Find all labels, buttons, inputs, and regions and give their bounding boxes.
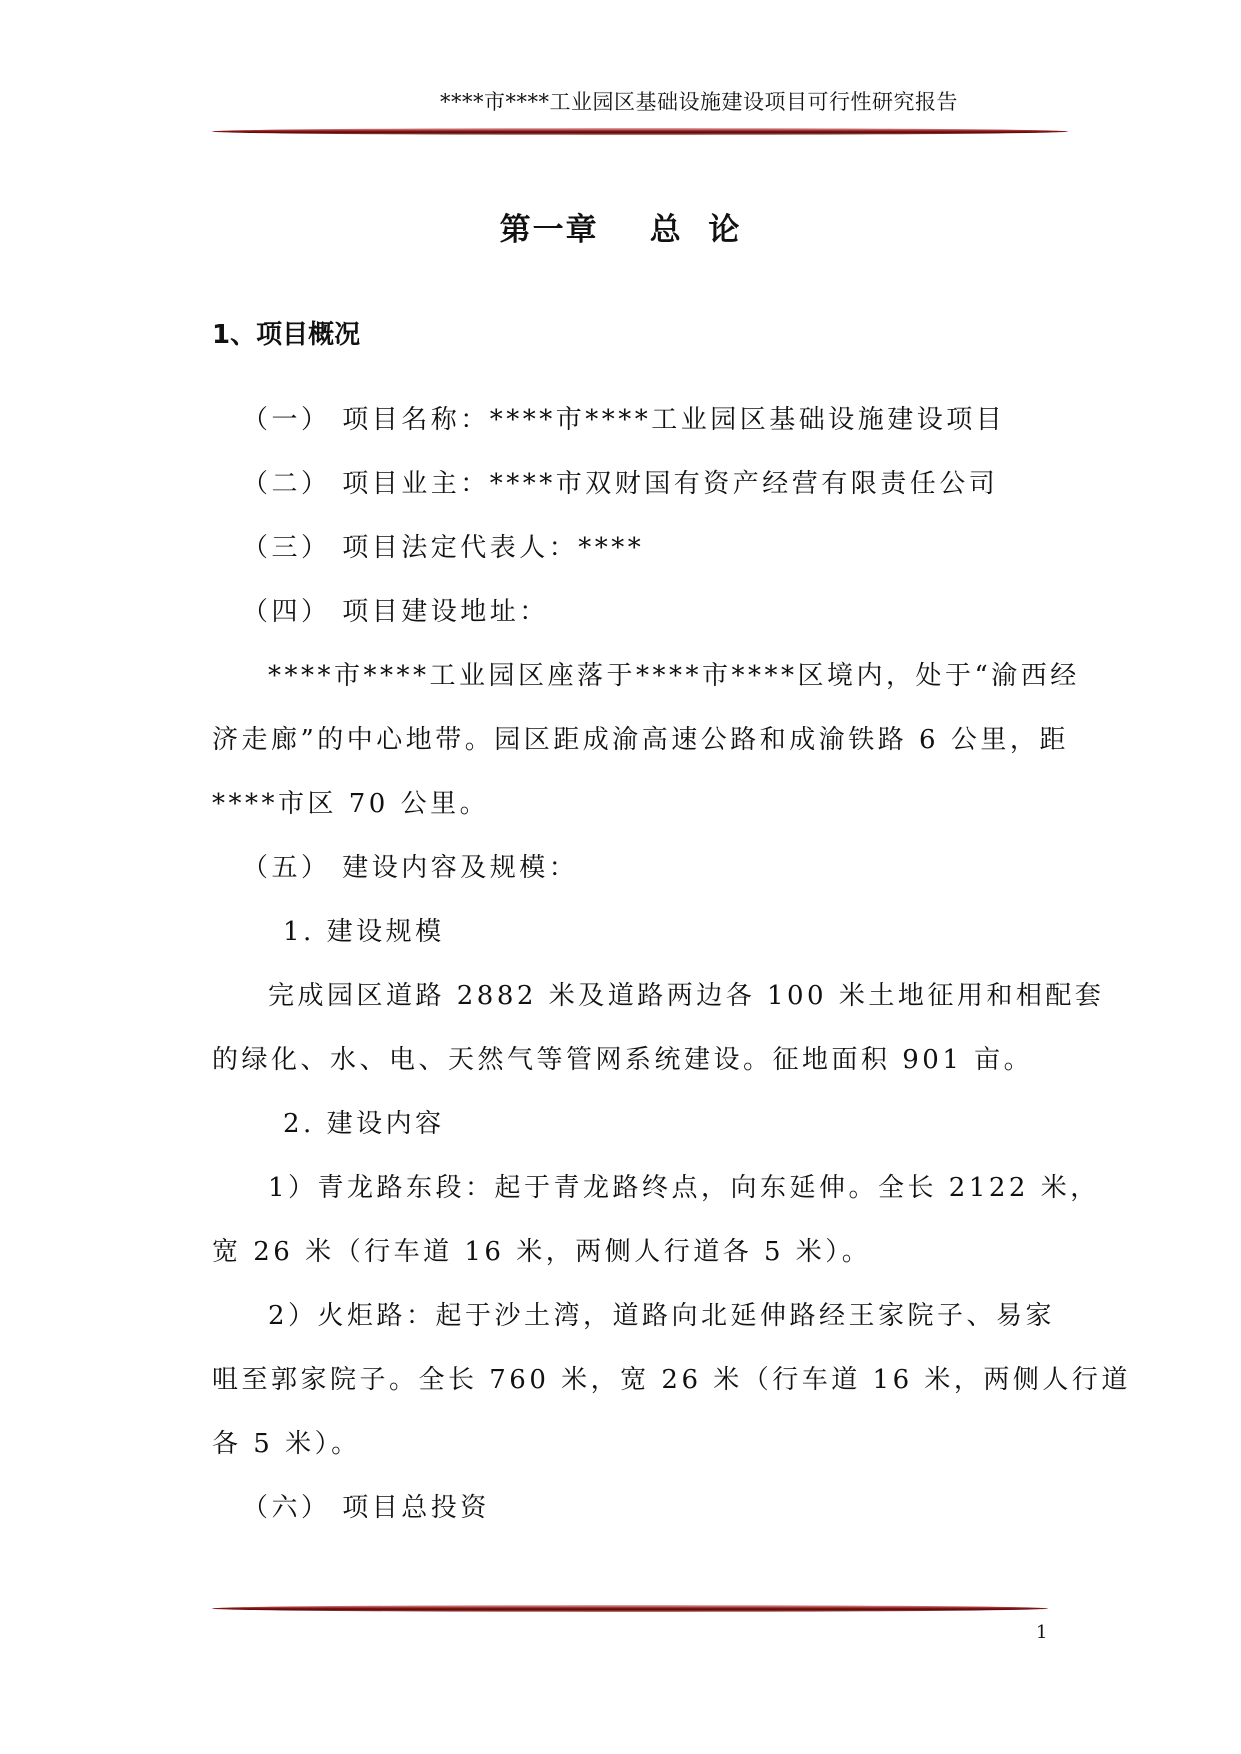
item-legal-representative: （三） 项目法定代表人：**** xyxy=(242,533,645,563)
item-construction-site: （四） 项目建设地址： xyxy=(242,597,549,627)
chapter-title: 第一章 总 论 xyxy=(499,212,742,248)
subheading-scale: 1. 建设规模 xyxy=(283,917,445,947)
item-project-owner: （二） 项目业主：****市双财国有资产经营有限责任公司 xyxy=(242,469,999,499)
section-title: 1、项目概况 xyxy=(212,320,361,350)
paragraph-line: ****市区 70 公里。 xyxy=(212,789,490,819)
paragraph-line: 各 5 米）。 xyxy=(212,1429,361,1459)
subheading-content: 2. 建设内容 xyxy=(283,1109,445,1139)
item-project-name: （一） 项目名称：****市****工业园区基础设施建设项目 xyxy=(242,405,1006,435)
footer-rule xyxy=(212,1605,1048,1612)
paragraph-line: 济走廊”的中心地带。园区距成渝高速公路和成渝铁路 6 公里，距 xyxy=(212,725,1069,755)
paragraph-line: 1）青龙路东段：起于青龙路终点，向东延伸。全长 2122 米， xyxy=(268,1173,1100,1203)
item-total-investment: （六） 项目总投资 xyxy=(242,1493,490,1523)
running-header: ****市****工业园区基础设施建设项目可行性研究报告 xyxy=(440,90,958,114)
header-rule xyxy=(212,128,1068,135)
paragraph-line: 2）火炬路：起于沙土湾，道路向北延伸路经王家院子、易家 xyxy=(268,1301,1056,1331)
paragraph-line: 的绿化、水、电、天然气等管网系统建设。征地面积 901 亩。 xyxy=(212,1045,1034,1075)
paragraph-line: 完成园区道路 2882 米及道路两边各 100 米土地征用和相配套 xyxy=(268,981,1105,1011)
paragraph-line: 宽 26 米（行车道 16 米，两侧人行道各 5 米）。 xyxy=(212,1237,872,1267)
page-number: 1 xyxy=(1036,1622,1048,1643)
paragraph-line: 咀至郭家院子。全长 760 米，宽 26 米（行车道 16 米，两侧人行道 xyxy=(212,1365,1131,1395)
paragraph-line: ****市****工业园区座落于****市****区境内，处于“渝西经 xyxy=(268,661,1080,691)
item-construction-scope: （五） 建设内容及规模： xyxy=(242,853,579,883)
